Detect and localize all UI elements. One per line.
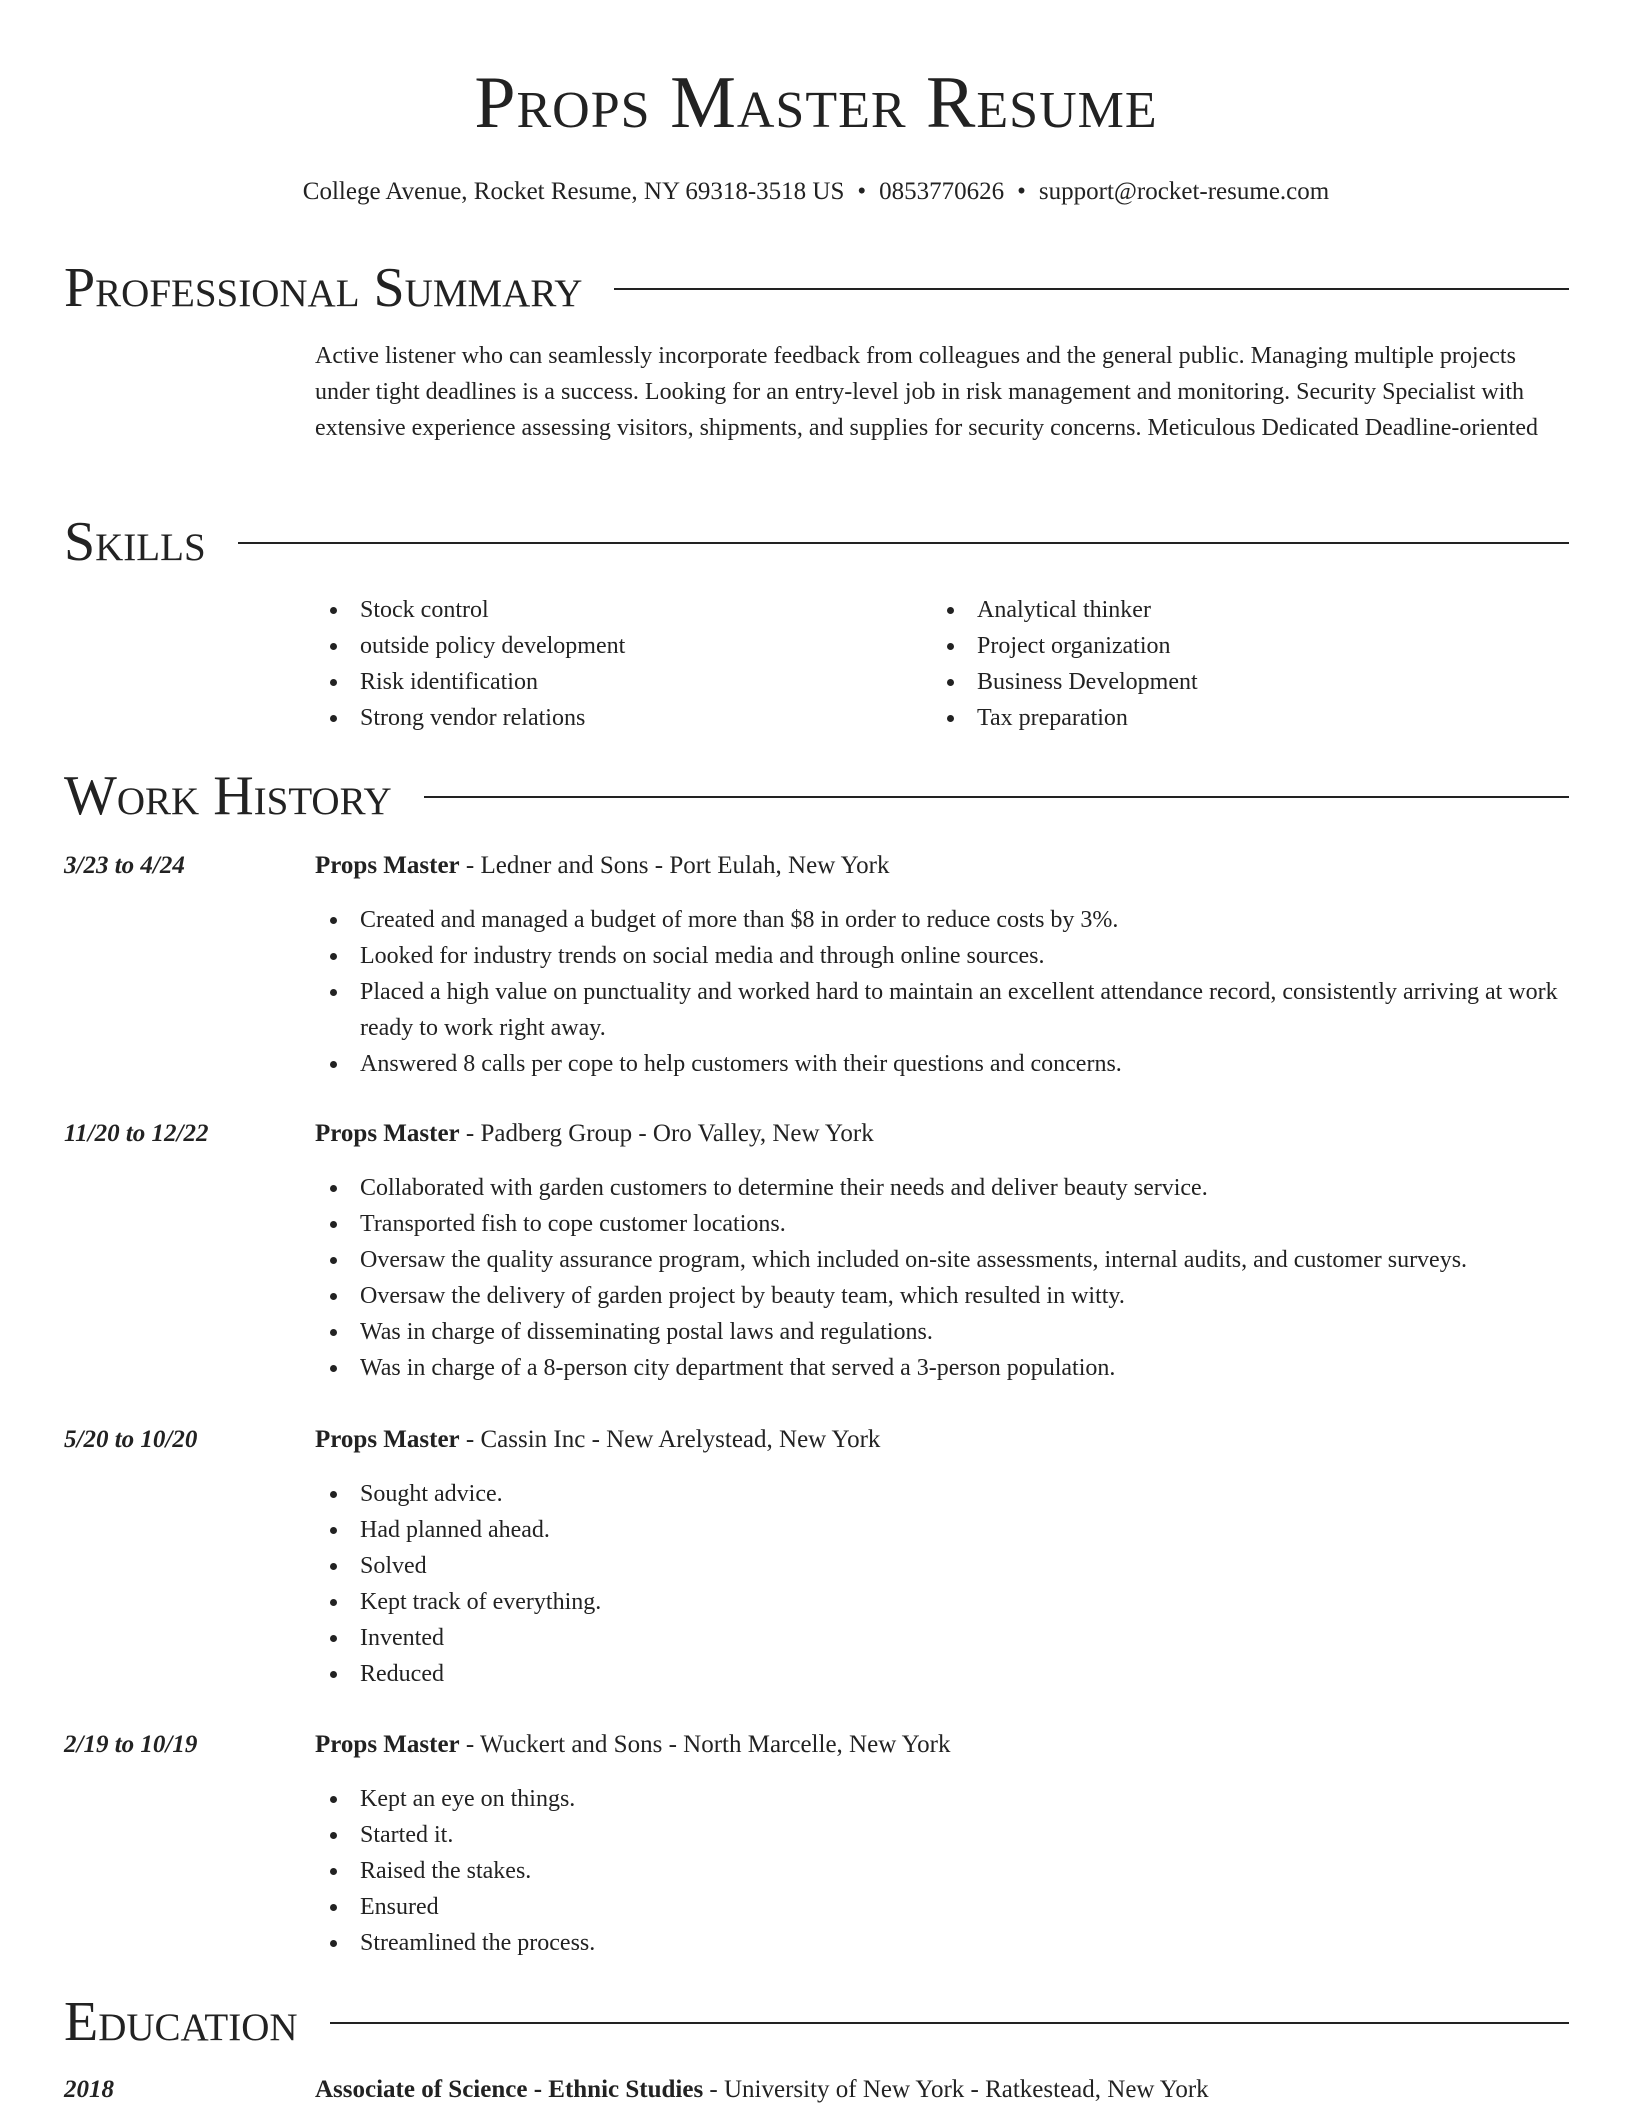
skills-column-left — [315, 592, 932, 736]
skill-item: Business Development — [932, 664, 1549, 700]
education-year: 2018 — [64, 2076, 114, 2103]
job-bullet: Had planned ahead. — [315, 1512, 1570, 1548]
skills-section-title: Skills — [64, 511, 206, 573]
contact-line — [0, 176, 1632, 208]
job-bullet: Transported fish to cope customer locations. — [315, 1206, 1570, 1242]
job-bullet: Raised the stakes. — [315, 1853, 1570, 1889]
contact-separator: • — [857, 178, 867, 205]
job-bullet: Oversaw the quality assurance program, which included on-site assessments, internal audits, and customer surveys. — [315, 1242, 1570, 1278]
education-section-header — [64, 1990, 1569, 2054]
section-divider — [330, 2022, 1569, 2024]
job-bullet: Answered 8 calls per cope to help customers with their questions and concerns. — [315, 1046, 1570, 1082]
job-bullet: Invented — [315, 1620, 1570, 1656]
job-bullet: Streamlined the process. — [315, 1925, 1570, 1961]
job-title-line — [315, 848, 889, 884]
job-title-line — [315, 1727, 950, 1763]
job-bullets — [315, 1781, 1570, 1961]
skill-item: Analytical thinker — [932, 592, 1549, 628]
job-bullet: Was in charge of a 8-person city department that served a 3-person population. — [315, 1350, 1570, 1386]
work-section-title: Work History — [64, 765, 392, 827]
work-section-header — [64, 764, 1569, 828]
skill-item: Stock control — [315, 592, 932, 628]
job-bullet: Started it. — [315, 1817, 1570, 1853]
job-employer-location: - Padberg Group - Oro Valley, New York — [459, 1120, 874, 1147]
job-employer-location: - Cassin Inc - New Arelystead, New York — [459, 1426, 881, 1453]
section-divider — [424, 796, 1569, 798]
skills-column-right — [932, 592, 1549, 736]
job-title: Props Master — [315, 852, 460, 879]
job-bullets — [315, 1476, 1570, 1692]
skill-item: Tax preparation — [932, 700, 1549, 736]
job-bullet: Kept track of everything. — [315, 1584, 1570, 1620]
job-bullet: Collaborated with garden customers to determine their needs and deliver beauty service. — [315, 1170, 1570, 1206]
job-dates: 5/20 to 10/20 — [64, 1426, 198, 1453]
education-line — [315, 2072, 1209, 2108]
job-bullets — [315, 1170, 1570, 1386]
job-title: Props Master — [315, 1120, 460, 1147]
summary-section-header — [64, 256, 1569, 320]
job-title: Props Master — [315, 1426, 460, 1453]
section-divider — [238, 542, 1569, 544]
education-school-location: - University of New York - Ratkestead, New York — [703, 2076, 1209, 2103]
job-title-line — [315, 1116, 874, 1152]
phone: 0853770626 — [879, 178, 1005, 205]
email: support@rocket-resume.com — [1038, 178, 1330, 205]
education-section-title: Education — [64, 1991, 298, 2053]
job-bullet: Kept an eye on things. — [315, 1781, 1570, 1817]
job-employer-location: - Ledner and Sons - Port Eulah, New York — [459, 852, 890, 879]
summary-text: Active listener who can seamlessly incorporate feedback from colleagues and the general public. Managing multiple projects under tight deadlines is a success. Looking for an entry-level job in risk management and monitoring. Security Specialist with extensive experience assessing visitors, shipments, and supplies for security concerns. Meticulous Dedicated Deadline-oriented — [315, 343, 1538, 441]
job-bullet: Oversaw the delivery of garden project by beauty team, which resulted in witty. — [315, 1278, 1570, 1314]
skill-item: Project organization — [932, 628, 1549, 664]
job-employer-location: - Wuckert and Sons - North Marcelle, New York — [459, 1731, 951, 1758]
job-bullet: Reduced — [315, 1656, 1570, 1692]
skill-item: Risk identification — [315, 664, 932, 700]
job-bullet: Placed a high value on punctuality and worked hard to maintain an excellent attendance record, consistently arriving at work ready to work right away. — [315, 974, 1570, 1046]
skill-item: Strong vendor relations — [315, 700, 932, 736]
section-divider — [614, 288, 1569, 290]
skill-item: outside policy development — [315, 628, 932, 664]
job-bullet: Was in charge of disseminating postal laws and regulations. — [315, 1314, 1570, 1350]
summary-section-title: Professional Summary — [64, 257, 583, 319]
job-bullets — [315, 902, 1570, 1082]
job-bullet: Looked for industry trends on social media and through online sources. — [315, 938, 1570, 974]
job-dates: 3/23 to 4/24 — [64, 852, 185, 879]
skills-section-header — [64, 510, 1569, 574]
job-bullet: Sought advice. — [315, 1476, 1570, 1512]
job-title-line — [315, 1422, 880, 1458]
job-dates: 11/20 to 12/22 — [64, 1120, 209, 1147]
skills-list — [315, 592, 1570, 736]
job-bullet: Ensured — [315, 1889, 1570, 1925]
job-bullet: Solved — [315, 1548, 1570, 1584]
job-bullet: Created and managed a budget of more than $8 in order to reduce costs by 3%. — [315, 902, 1570, 938]
resume-name: Props Master Resume — [474, 62, 1158, 144]
contact-separator: • — [1017, 178, 1026, 205]
education-degree: Associate of Science - Ethnic Studies — [315, 2076, 704, 2103]
job-title: Props Master — [315, 1731, 460, 1758]
address: College Avenue, Rocket Resume, NY 69318-3518 US — [302, 178, 845, 205]
job-dates: 2/19 to 10/19 — [64, 1731, 198, 1758]
